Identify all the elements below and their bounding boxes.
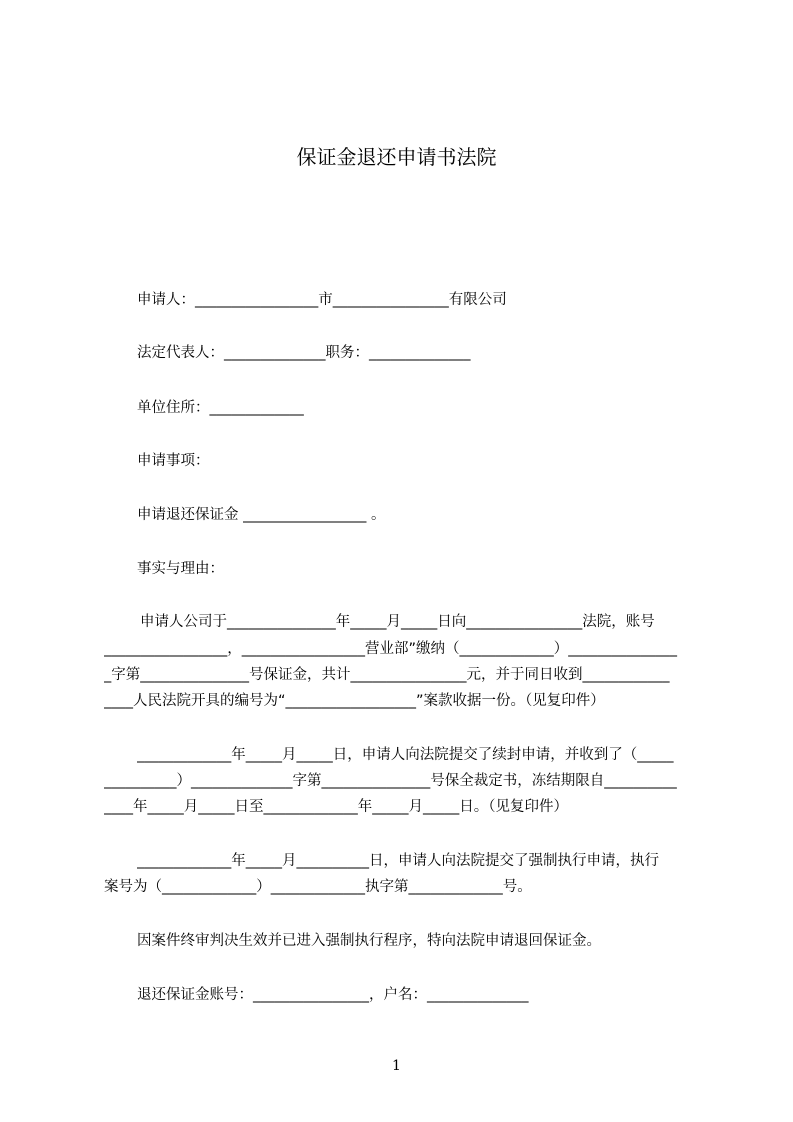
request-items-label: 申请事项： bbox=[137, 453, 210, 469]
para1-line: _________________，_________________营业部”缴纳（_____________）_______________ bbox=[104, 641, 678, 657]
page-number: 1 bbox=[392, 1058, 401, 1074]
facts-label: 事实与理由： bbox=[137, 561, 224, 577]
para2-line: ____年_____月_____日至_____________年_____月_____日。（见复印件） bbox=[104, 799, 568, 815]
address-line: 单位住所：_____________ bbox=[137, 400, 304, 416]
para2-line: __________）______________字第_______________号保全裁定书，冻结期限自__________ bbox=[104, 773, 677, 789]
para3-line: 案号为（_____________）_____________执字第_____________号。 bbox=[104, 879, 532, 895]
para1-line: _字第_______________号保证金，共计________________元，并于同日收到____________ bbox=[104, 667, 670, 683]
para1-line: ____人民法院开具的编号为“__________________”案款收据一份。（见复印件） bbox=[104, 693, 605, 709]
para2-line: _____________年_____月_____日，申请人向法院提交了续封申请，并收到了（_____ bbox=[137, 747, 674, 763]
para1-line: 申请人公司于_______________年_____月_____日向________________法院，账号 bbox=[140, 614, 655, 630]
document-title: 保证金退还申请书法院 bbox=[296, 145, 497, 169]
para3-line: _____________年_____月__________日，申请人向法院提交了强制执行申请，执行 bbox=[137, 853, 659, 869]
request-line: 申请退还保证金 _________________ 。 bbox=[137, 507, 386, 523]
legal-representative-line: 法定代表人：______________职务：______________ bbox=[137, 345, 471, 361]
applicant-line: 申请人：_________________市________________有限公司 bbox=[137, 292, 507, 308]
para4-line: 因案件终审判决生效并已进入强制执行程序，特向法院申请退回保证金。 bbox=[137, 933, 601, 949]
refund-account-line: 退还保证金账号：________________，户名：______________ bbox=[137, 987, 529, 1003]
